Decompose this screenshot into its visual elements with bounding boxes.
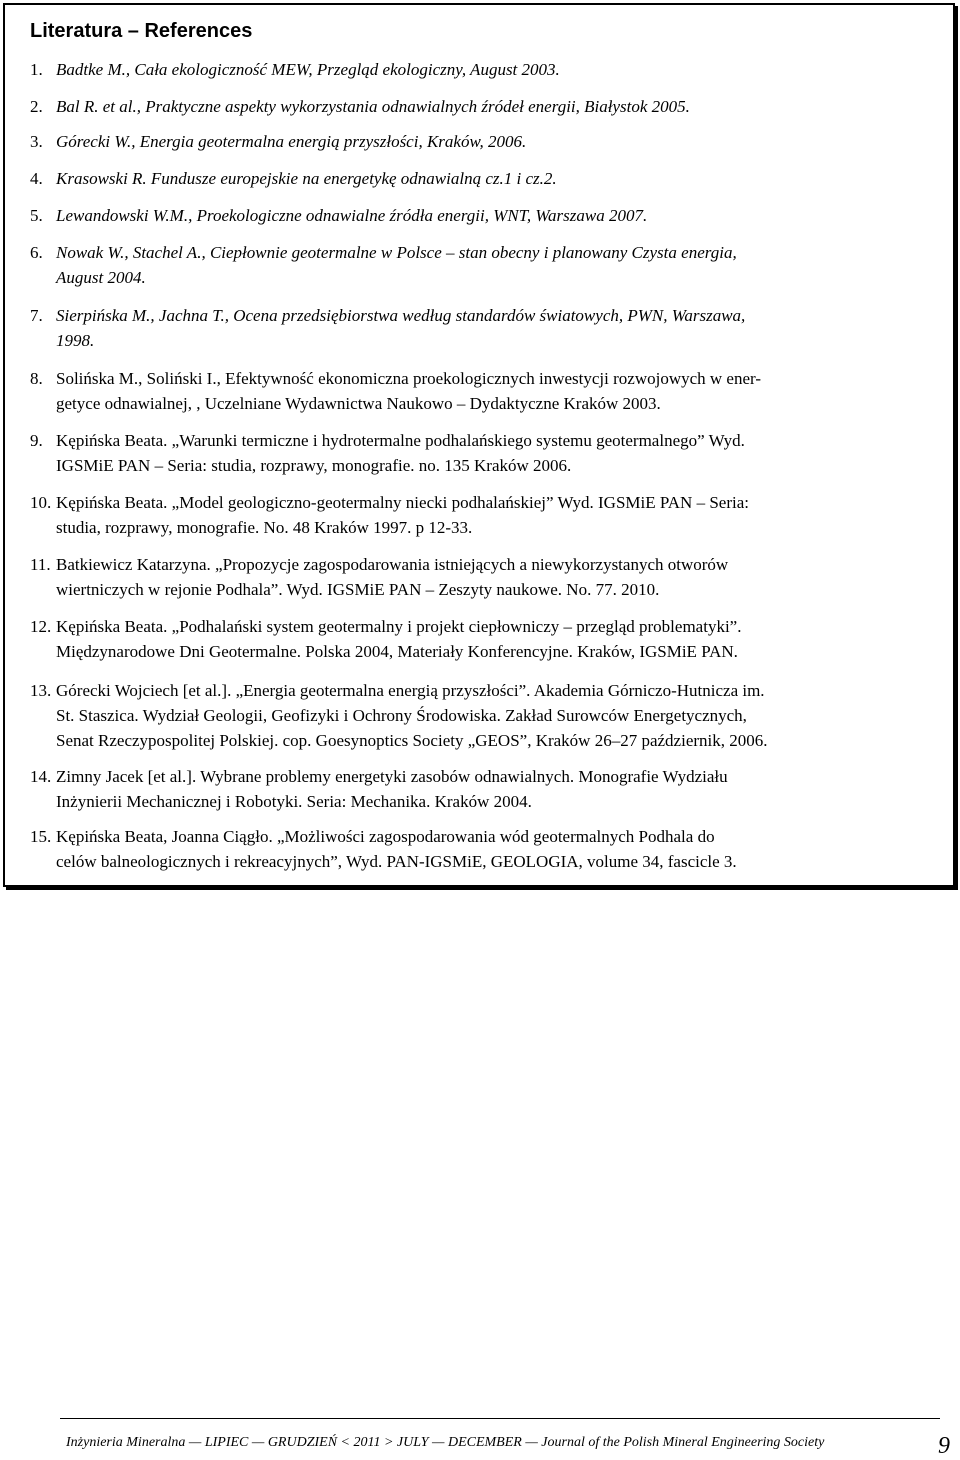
reference-text-line: Kępińska Beata. „Podhalański system geotermalny i projekt ciepłowniczy – przegląd problematyki”. — [56, 617, 742, 636]
reference-item — [30, 166, 940, 191]
reference-text-line: Solińska M., Soliński I., Efektywność ekonomiczna proekologicznych inwestycji rozwojowych w ener- — [56, 369, 762, 388]
reference-number: 8. — [30, 369, 43, 388]
reference-number: 5. — [30, 206, 43, 225]
reference-text-line: Sierpińska M., Jachna T., Ocena przedsiębiorstwa według standardów światowych, PWN, Warszawa, — [56, 306, 746, 325]
footer-divider — [60, 1418, 940, 1419]
reference-text-line: wiertniczych w rejonie Podhala”. Wyd. IGSMiE PAN – Zeszyty naukowe. No. 77. 2010. — [56, 580, 660, 599]
reference-text-line: Międzynarodowe Dni Geotermalne. Polska 2004, Materiały Konferencyjne. Kraków, IGSMiE PAN. — [56, 642, 738, 661]
reference-item — [30, 129, 940, 154]
reference-item — [30, 303, 940, 353]
reference-number: 6. — [30, 243, 43, 262]
reference-text-line: Górecki Wojciech [et al.]. „Energia geotermalna energią przyszłości”. Akademia Górniczo-Hutnicza im. — [56, 681, 765, 700]
reference-text-line: Inżynierii Mechanicznej i Robotyki. Seria: Mechanika. Kraków 2004. — [56, 792, 532, 811]
reference-number: 12. — [30, 617, 52, 636]
reference-item — [30, 824, 940, 874]
reference-item — [30, 94, 940, 119]
reference-number: 14. — [30, 767, 52, 786]
reference-text: Bal R. et al., Praktyczne aspekty wykorzystania odnawialnych źródeł energii, Białystok 2005. — [56, 97, 690, 116]
reference-number: 11. — [30, 555, 51, 574]
reference-text-line: celów balneologicznych i rekreacyjnych”, Wyd. PAN-IGSMiE, GEOLOGIA, volume 34, fascicle 3. — [56, 852, 737, 871]
reference-item — [30, 552, 940, 602]
reference-item — [30, 614, 940, 664]
reference-text: Górecki W., Energia geotermalna energią przyszłości, Kraków, 2006. — [56, 132, 527, 151]
reference-item — [30, 366, 940, 416]
reference-item — [30, 240, 940, 290]
reference-item — [30, 490, 940, 540]
reference-text: Krasowski R. Fundusze europejskie na energetykę odnawialną cz.1 i cz.2. — [56, 169, 557, 188]
reference-item — [30, 764, 940, 814]
page-number: 9 — [938, 1433, 950, 1459]
reference-number: 13. — [30, 681, 52, 700]
reference-item — [30, 428, 940, 478]
reference-text-line: August 2004. — [56, 268, 146, 287]
reference-text-line: studia, rozprawy, monografie. No. 48 Kraków 1997. p 12-33. — [56, 518, 473, 537]
reference-number: 3. — [30, 132, 43, 151]
reference-number: 4. — [30, 169, 43, 188]
reference-text-line: Nowak W., Stachel A., Ciepłownie geotermalne w Polsce – stan obecny i planowany Czysta energia, — [56, 243, 737, 262]
reference-text: Badtke M., Cała ekologiczność MEW, Przegląd ekologiczny, August 2003. — [56, 60, 560, 79]
journal-footer: Inżynieria Mineralna — LIPIEC — GRUDZIEŃ < 2011 > JULY — DECEMBER — Journal of the Polish Mineral Engineering Society — [66, 1435, 825, 1450]
reference-text-line: Zimny Jacek [et al.]. Wybrane problemy energetyki zasobów odnawialnych. Monografie Wydziału — [56, 767, 728, 786]
reference-number: 15. — [30, 827, 52, 846]
reference-item — [30, 678, 940, 753]
reference-number: 10. — [30, 493, 52, 512]
reference-text-line: 1998. — [56, 331, 95, 350]
reference-number: 1. — [30, 60, 43, 79]
reference-text-line: IGSMiE PAN – Seria: studia, rozprawy, monografie. no. 135 Kraków 2006. — [56, 456, 572, 475]
reference-text-line: St. Staszica. Wydział Geologii, Geofizyki i Ochrony Środowiska. Zakład Surowców Energetycznych, — [56, 706, 747, 725]
reference-text: Lewandowski W.M., Proekologiczne odnawialne źródła energii, WNT, Warszawa 2007. — [56, 206, 648, 225]
reference-text-line: Kępińska Beata. „Warunki termiczne i hydrotermalne podhalańskiego systemu geotermalnego” Wyd. — [56, 431, 745, 450]
reference-text-line: Senat Rzeczypospolitej Polskiej. cop. Goesynoptics Society „GEOS”, Kraków 26–27 październik, 2006. — [56, 731, 768, 750]
references-box — [3, 3, 955, 887]
reference-text-line: Kępińska Beata. „Model geologiczno-geotermalny niecki podhalańskiej” Wyd. IGSMiE PAN – Seria: — [56, 493, 749, 512]
section-title: Literatura – References — [30, 20, 253, 42]
reference-number: 2. — [30, 97, 43, 116]
reference-item — [30, 57, 940, 82]
reference-text-line: Batkiewicz Katarzyna. „Propozycje zagospodarowania istniejących a niewykorzystanych otworów — [56, 555, 729, 574]
reference-text-line: getyce odnawialnej, , Uczelniane Wydawnictwa Naukowo – Dydaktyczne Kraków 2003. — [56, 394, 661, 413]
reference-number: 9. — [30, 431, 43, 450]
reference-item — [30, 203, 940, 228]
reference-number: 7. — [30, 306, 43, 325]
reference-text-line: Kępińska Beata, Joanna Ciągło. „Możliwości zagospodarowania wód geotermalnych Podhala do — [56, 827, 715, 846]
